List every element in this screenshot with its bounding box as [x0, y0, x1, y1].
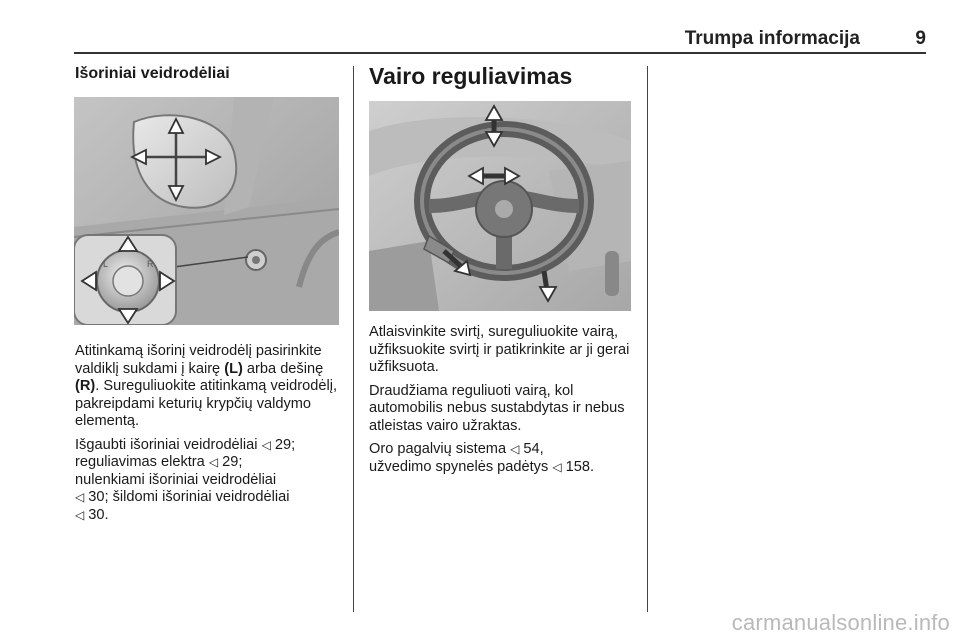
mirror-illustration — [74, 97, 339, 325]
steering-paragraph-2: Draudžiama reguliuoti vairą, kol automobilis nebus sustabdytas ir nebus atleistas vairo užraktas. — [369, 382, 625, 434]
section-title-mirrors: Išoriniai veidrodėliai — [75, 65, 230, 82]
xref-arrow-icon: ◁ — [510, 442, 520, 456]
knob-label-r: R — [147, 259, 154, 269]
mirror-paragraph-2: Išgaubti išoriniai veidrodėliai ◁ 29; reguliavimas elektra ◁ 29; nulenkiami išoriniai veidrodėliai ◁ 30; šildomi išoriniai veidrodėliai ◁ 30. — [75, 436, 296, 523]
page-number: 9 — [915, 28, 926, 49]
xref-arrow-icon: ◁ — [75, 490, 85, 504]
xref-arrow-icon: ◁ — [75, 507, 85, 522]
xref-arrow-icon: ◁ — [552, 459, 562, 474]
steering-wheel-illustration — [369, 101, 631, 311]
steering-wheel-figure — [369, 101, 631, 311]
column-divider-left — [353, 66, 354, 612]
running-header-title: Trumpa informacija — [684, 28, 860, 49]
knob-label-l: L — [103, 259, 109, 269]
section-title-steering: Vairo reguliavimas — [369, 63, 573, 89]
watermark: carmanualsonline.info — [731, 610, 950, 635]
steering-instructions — [369, 324, 639, 482]
xref-arrow-icon: ◁ — [208, 455, 219, 469]
mirror-adjustment-figure — [74, 97, 339, 325]
xref-arrow-icon: ◁ — [261, 437, 271, 452]
mirror-paragraph-1: Atitinkamą išorinį veidrodėlį pasirinkite valdiklį sukdami į kairę (L) arba dešinę (R). Sureguliuokite atitinkamą veidrodėlį, pakreipdami keturių krypčių valdymo elementą. — [75, 343, 338, 429]
mirror-instructions — [75, 343, 343, 530]
steering-paragraph-1: Atlaisvinkite svirtį, sureguliuokite vairą, užfiksuokite svirtį ir patikrinkite ar ji gerai užfiksuota. — [369, 324, 630, 375]
column-divider-right — [647, 66, 648, 612]
steering-paragraph-3: Oro pagalvių sistema ◁ 54, užvedimo spynelės padėtys ◁ 158. — [369, 441, 595, 475]
header-rule — [74, 52, 926, 54]
